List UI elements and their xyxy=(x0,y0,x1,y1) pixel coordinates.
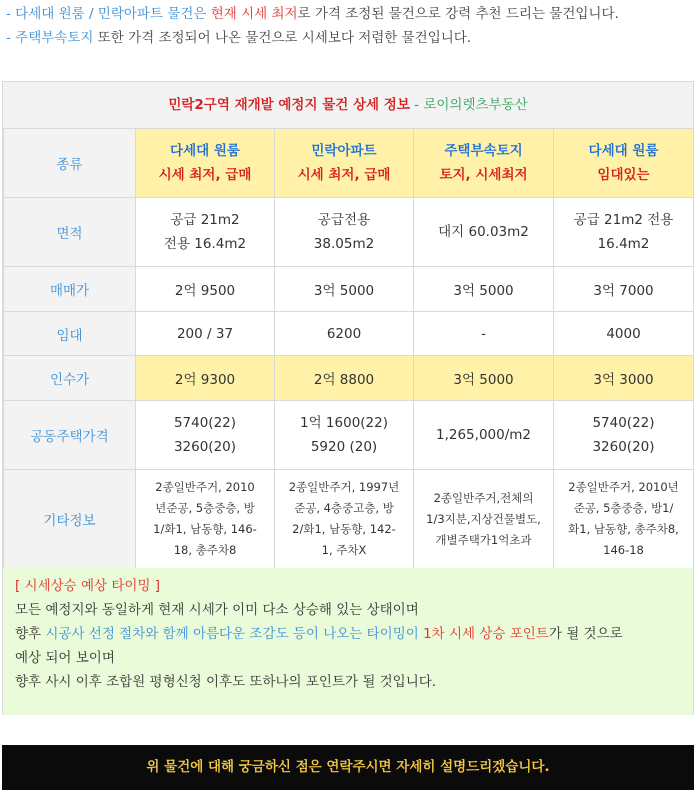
head-col-1 xyxy=(136,129,275,198)
row-other xyxy=(4,470,694,569)
cell-other-3: 2종일반주거,전체의 1/3지분,지상건물별도, 개별주택가1억초과 xyxy=(414,470,554,569)
contact-banner xyxy=(2,745,694,790)
intro-line-2-prefix: - 주택부속토지 xyxy=(6,30,94,46)
head-col-4-name: 다세대 원룸 xyxy=(588,143,659,159)
note-heading: [ 시세상승 예상 타이밍 ] xyxy=(15,578,161,594)
cell-sale-3: 3억 5000 xyxy=(414,267,554,312)
head-col-3-name: 주택부속토지 xyxy=(444,143,523,159)
label-area: 면적 xyxy=(4,198,136,267)
cell-area-2: 공급전용 38.05m2 xyxy=(275,198,414,267)
intro-line-2 xyxy=(6,26,696,50)
head-col-4-tag: 임대있는 xyxy=(597,167,650,183)
label-takeover: 인수가 xyxy=(4,356,136,401)
cell-area-1: 공급 21m2 전용 16.4m2 xyxy=(136,198,275,267)
cell-takeover-4: 3억 3000 xyxy=(554,356,694,401)
cell-other-1: 2종일반주거, 2010 년준공, 5층중층, 방 1/화1, 남동향, 146- 18, 총주차8 xyxy=(136,470,275,569)
contact-banner-text: 위 물건에 대해 궁금하신 점은 연락주시면 자세히 설명드리겠습니다. xyxy=(146,759,550,775)
label-public-price: 공동주택가격 xyxy=(4,401,136,470)
property-info-panel xyxy=(2,81,694,715)
row-public-price xyxy=(4,401,694,470)
head-col-1-name: 다세대 원룸 xyxy=(170,143,240,159)
head-col-2-name: 민락아파트 xyxy=(311,143,377,159)
head-col-2-tag: 시세 최저, 급매 xyxy=(297,167,391,183)
label-rent: 임대 xyxy=(4,312,136,356)
intro-line-1-highlight: 현재 시세 최저 xyxy=(210,6,298,22)
intro-line-1 xyxy=(6,2,696,26)
note-line-2-a: 향후 xyxy=(15,626,46,642)
cell-public-price-2: 1억 1600(22) 5920 (20) xyxy=(275,401,414,470)
head-col-4 xyxy=(554,129,694,198)
head-col-3 xyxy=(414,129,554,198)
table-title-main: 민락2구역 재개발 예정지 물건 상세 정보 xyxy=(168,97,410,113)
cell-sale-1: 2억 9500 xyxy=(136,267,275,312)
cell-other-2: 2종일반주거, 1997년 준공, 4층중고층, 방 2/화1, 남동향, 142- 1, 주차X xyxy=(275,470,414,569)
cell-sale-4: 3억 7000 xyxy=(554,267,694,312)
table-title-sub: - 로이의렛츠부동산 xyxy=(409,97,528,113)
cell-rent-3: - xyxy=(414,312,554,356)
cell-rent-2: 6200 xyxy=(275,312,414,356)
cell-sale-2: 3억 5000 xyxy=(275,267,414,312)
cell-takeover-3: 3억 5000 xyxy=(414,356,554,401)
label-type: 종류 xyxy=(4,129,136,198)
note-line-2-c: 1차 시세 상승 포인트 xyxy=(423,626,549,642)
price-outlook-note xyxy=(3,568,693,715)
cell-area-4: 공급 21m2 전용 16.4m2 xyxy=(554,198,694,267)
cell-rent-4: 4000 xyxy=(554,312,694,356)
cell-public-price-4: 5740(22) 3260(20) xyxy=(554,401,694,470)
cell-takeover-1: 2억 9300 xyxy=(136,356,275,401)
intro-line-1-prefix: - 다세대 원룸 / 민락아파트 물건은 xyxy=(6,6,211,22)
row-area xyxy=(4,198,694,267)
note-line-1: 모든 예정지와 동일하게 현재 시세가 이미 다소 상승해 있는 상태이며 xyxy=(15,602,419,618)
cell-public-price-3: 1,265,000/m2 xyxy=(414,401,554,470)
table-title xyxy=(3,82,693,129)
cell-rent-1: 200 / 37 xyxy=(136,312,275,356)
note-line-4: 향후 사시 이후 조합원 평형신청 이후도 또하나의 포인트가 될 것입니다. xyxy=(15,674,437,690)
intro-line-1-suffix: 로 가격 조정된 물건으로 강력 추천 드리는 물건입니다. xyxy=(297,6,619,22)
head-col-2 xyxy=(275,129,414,198)
intro-text xyxy=(6,2,696,50)
row-takeover xyxy=(4,356,694,401)
note-line-2-b: 시공사 선정 절차와 함께 아름다운 조감도 등이 나오는 타이밍이 xyxy=(45,626,424,642)
row-sale xyxy=(4,267,694,312)
head-col-3-tag: 토지, 시세최저 xyxy=(439,167,528,183)
note-line-2-d: 가 될 것으로 xyxy=(548,626,623,642)
row-rent xyxy=(4,312,694,356)
note-line-3: 예상 되어 보이며 xyxy=(15,650,115,666)
cell-other-4: 2종일반주거, 2010년 준공, 5층중층, 방1/ 화1, 남동향, 총주차8, 146-18 xyxy=(554,470,694,569)
intro-line-2-suffix: 또한 가격 조정되어 나온 물건으로 시세보다 저렴한 물건입니다. xyxy=(93,30,472,46)
row-type xyxy=(4,129,694,198)
cell-public-price-1: 5740(22) 3260(20) xyxy=(136,401,275,470)
note-line-2 xyxy=(15,622,681,646)
label-sale: 매매가 xyxy=(4,267,136,312)
label-other: 기타정보 xyxy=(4,470,136,569)
cell-takeover-2: 2억 8800 xyxy=(275,356,414,401)
property-table xyxy=(3,128,694,569)
cell-area-3: 대지 60.03m2 xyxy=(414,198,554,267)
head-col-1-tag: 시세 최저, 급매 xyxy=(158,167,252,183)
